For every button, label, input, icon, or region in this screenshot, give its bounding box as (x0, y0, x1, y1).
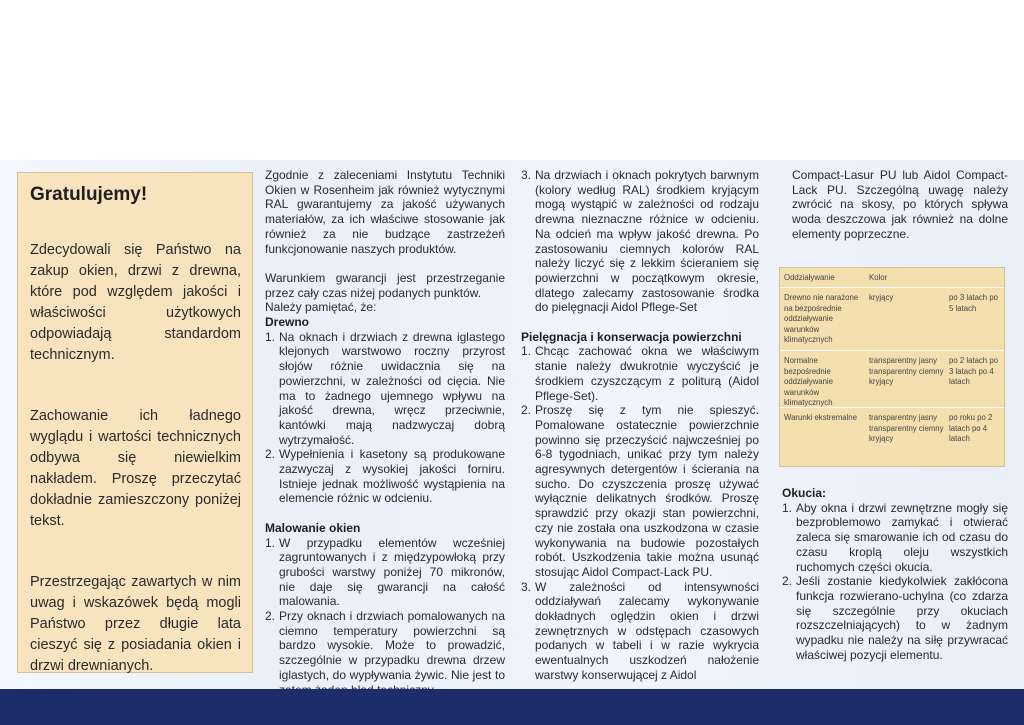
list-item: 3. Na drzwiach i oknach pokrytych barwnym (kolory według RAL) środkiem kryjącym mogą wystąpić w zależności od rodzaju drewna nieznaczne różnice w odcieniu. Na odcień ma wpływ jakość drewna. Po zastosowaniu ciemnych kolorów RAL należy liczyć się z lekkim ścieraniem się powierzchni w początkowym okresie, dlatego zalecamy zastosowanie środka do pielęgnacji Aidol Pflege-Set (521, 168, 759, 315)
warranty-condition: Warunkiem gwarancji jest przestrzeganie przez cały czas niżej podanych punktów. (265, 270, 505, 300)
list-item: 1. W przypadku elementów wcześniej zagruntowanych i z międzypowłoką przy grubości warstwy poniżej 70 mikronów, nie daje się gwarancji na całość malowania. (265, 535, 505, 609)
column-warranty (265, 168, 505, 697)
intro-title: Gratulujemy! (30, 184, 148, 205)
remember-note: Należy pamiętać, że: (265, 300, 377, 315)
list-item: 2. Proszę się z tym nie spieszyć. Pomalowane ostatecznie powierzchnie powinno się przeczyścić najwcześniej po 6-8 tygodniach, unikać przy tym należy agresywnych detergentów i ścierania na sucho. Do czyszczenia proszę używać wyłącznie delikatnych środków. Proszę sprawdzić przy okazji stan powierzchni, czy nie została ona uszkodzona w czasie wykonywania na budowie pozostałych robót. Uszkodzenia takie można usunąć stosując Aidol Compact-Lack PU. (521, 403, 759, 579)
list-item: 2. Przy oknach i drzwiach pomalowanych na ciemno temperatury powierzchni są bardzo wysokie. Może to prowadzić, szczególnie w przypadku drewna drzew iglastych, do wypływania żywic. Nie jest to (265, 609, 505, 682)
list-item: 3. W zależności od intensywności oddziaływań zalecamy wykonywanie dokładnych oględzin okien i drzwi zewnętrznych w odstępach czasowych podanych w tabeli i w razie wykrycia ewentualnych uszkodzeń nałożenie warstwy konserwującej z Aidol (521, 579, 759, 682)
heading-drewno: Drewno (265, 315, 310, 330)
bottom-bar (0, 689, 1024, 725)
table-row: Normalne bezpośrednie oddziaływanie warunków klimatycznych transparentny jasny transparentny ciemny kryjący po 2 latach po 3 latach po 4 latach (780, 351, 1004, 408)
list-item: 1. Aby okna i drzwi zewnętrzne mogły się bezproblemowo zamykać i otwierać zaleca się smarowanie ich od czasu do czasu kroplą oleju wszystkich ruchomych części okucia. (782, 500, 1008, 574)
heading-okucia: Okucia: (782, 486, 827, 500)
list-item: 2. Jeśli zostanie kiedykolwiek zakłócona funkcja rozwierano-uchylna (co zdarza się szczególnie przy okuciach rozszczelniających) to w żadnym wypadku nie należy na siłę przywracać właściwej pozycji elementu. (782, 574, 1008, 662)
list-item: 1. Na oknach i drzwiach z drewna iglastego klejonych warstwowo roczny przyrost słojów różnie uwidacznia się na powierzchni, w zależności od cięcia. Nie ma to żadnego ujemnego wpływu na jakość drewna, wręcz przeciwnie, kantówki mają nadzwyczaj dobrą wytrzymałość. (265, 329, 505, 447)
intro-paragraph-2: Zachowanie ich ładnego wyglądu i wartości technicznych odbywa się niewielkim nakładem. Proszę przeczytać dokładnie zamieszczony poniżej tekst. (30, 408, 241, 529)
intro-box (17, 172, 253, 673)
okucia-section (782, 486, 1008, 662)
table-row: Warunki ekstremalne transparentny jasny transparentny ciemny kryjący po roku po 2 latach po 4 latach (784, 413, 993, 443)
heading-malowanie: Malowanie okien (265, 520, 361, 535)
column-fittings (782, 168, 1008, 242)
warranty-paragraph: Zgodnie z zaleceniami Instytutu Techniki Okien w Rosenheim jak również wytycznymi RAL gwarantujemy za jakość używanych materiałów, za ich właściwe stosowanie jak również za nie budzące zastrzeżeń funkcjonowanie naszych produktów. (265, 168, 505, 256)
list-item: 1. Chcąc zachować okna we właściwym stanie należy dwukrotnie wyczyścić je środkiem czyszczącym z politurą (Aidol Pflege-Set). (521, 344, 759, 403)
table-row: Drewno nie narażone na bezpośrednie oddziaływanie warunków klimatycznych kryjący po 3 latach po 5 latach (780, 288, 1004, 351)
heading-pielegnacja: Pielęgnacja i konserwacja powierzchni (521, 329, 742, 344)
intro-paragraph-1: Zdecydowali się Państwo na zakup okien, drzwi z drewna, które pod względem jakości i właściwości użytkowych odpowiadają standardom technicznym. (30, 242, 241, 363)
continued-paragraph: Compact-Lasur PU lub Aidol Compact-Lack PU. Szczególną uwagę należy zwrócić na skosy, po których spływa woda deszczowa jak również na dolne elementy poprzeczne. (792, 168, 1008, 241)
list-item: 2. Wypełnienia i kasetony są produkowane zazwyczaj z wysokiej jakości forniru. Istnieje jednak możliwość wystąpienia na elemencie różnic w odcieniu. (265, 447, 505, 506)
top-blank-area (0, 0, 1024, 160)
column-care (521, 168, 759, 683)
table-header: Oddziaływanie Kolor (780, 268, 1004, 288)
intro-paragraph-3: Przestrzegając zawartych w nim uwag i wskazówek będą mogli Państwo przez długie lata cieszyć się z posiadania okien i drzwi drewnianych. (30, 574, 241, 674)
maintenance-table (779, 267, 1005, 467)
